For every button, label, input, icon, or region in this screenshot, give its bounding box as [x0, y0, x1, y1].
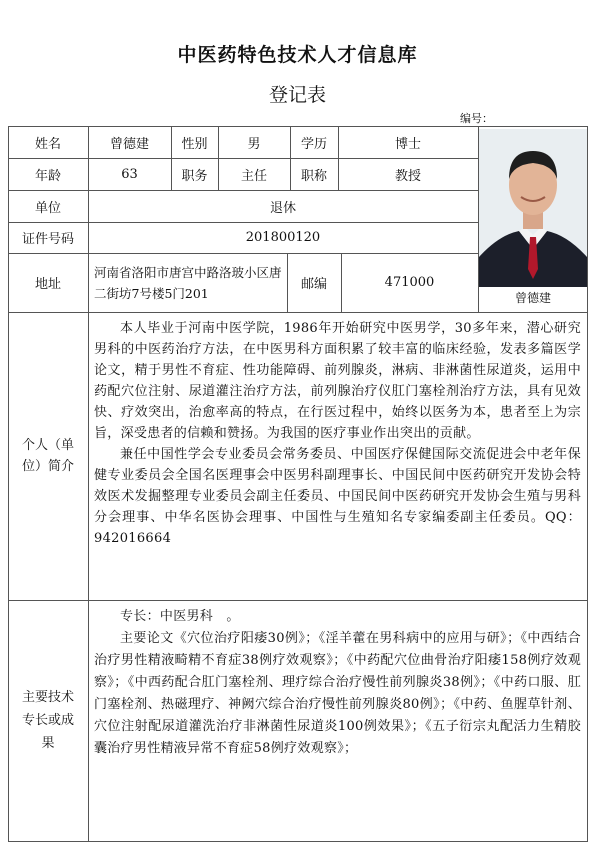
label-intro: 个人（单位）简介	[21, 438, 74, 474]
serial-number-label: 编号：	[460, 112, 493, 125]
label-position: 职务	[181, 168, 208, 184]
label-expertise: 主要技术专长或成果	[22, 690, 75, 751]
label-address: 地址	[34, 277, 61, 292]
value-name: 曾德建	[109, 136, 149, 152]
intro-paragraph: 本人毕业于河南中医学院，1986年开始研究中医男学，30多年来，潜心研究男科的中医药治疗方法，在中医男科方面积累了较丰富的临床经验，发表多篇医学论文，精于男性不育症、性功能障碍、前列腺炎，淋病、非淋菌性尿道炎，运用中药配穴位注射、尿道灌注治疗方法，前列腺治疗仪肛门塞栓剂治疗方法，具有见效快、疗效突出，治愈率高的特点，在行医过程中，始终以医务为本，患者至上为宗旨，深受患者的信赖和赞扬。为我国的医疗事业作出突出的贡献。	[94, 321, 581, 441]
label-education: 学历	[300, 136, 327, 152]
expertise-text	[94, 606, 581, 760]
value-education: 博士	[394, 136, 421, 152]
value-id-number: 201800120	[245, 230, 321, 245]
label-gender: 性别	[181, 136, 208, 152]
value-age: 63	[121, 166, 138, 182]
page-title: 中医药特色技术人才信息库	[177, 44, 418, 66]
portrait-image	[479, 129, 587, 287]
expertise-paragraph: 主要论文《穴位治疗阳痿30例》；《淫羊藿在男科病中的应用与研》；《中西结合治疗男性精液畸精不育症38例疗效观察》；《中药配穴位曲骨治疗阳痿158例疗效观察》；《中西药配合肛门塞栓剂、理疗综合治疗慢性前列腺炎38例》；《中药口服、肛门塞栓剂、热磁理疗、神阙穴综合治疗慢性前列腺炎80例》；《中药、鱼腥草针剂、穴位注射配尿道灌洗治疗非淋菌性尿道炎100例效果》；《五子衍宗丸配活力生精胶囊治疗男性精液异常不育症58例疗效观察》；	[94, 631, 581, 756]
value-unit: 退休	[269, 200, 296, 216]
value-postcode: 471000	[384, 275, 435, 290]
photo-caption: 曾德建	[514, 291, 551, 305]
page-subtitle: 登记表	[268, 84, 326, 106]
label-name: 姓名	[34, 136, 61, 152]
label-age: 年龄	[34, 168, 61, 184]
value-gender: 男	[247, 136, 261, 152]
label-unit: 单位	[34, 200, 61, 216]
value-address: 河南省洛阳市唐宫中路洛玻小区唐二街坊7号楼5门201	[94, 264, 282, 301]
intro-paragraph: 兼任中国性学会专业委员会常务委员、中国医疗保健国际交流促进会中老年保健专业委员会全国名医理事会中医男科副理事长、中国民间中医药研究开发协会特效医术发掘整理专业委员会副主任委员、中国民间中医药研究开发协会生殖与男科分会理事、中华名医协会理事、中国性与生殖知名专家编委副主任委员。QQ：942016664	[94, 447, 581, 546]
value-title: 教授	[394, 168, 421, 184]
portrait-photo	[479, 129, 587, 287]
label-postcode: 邮编	[300, 277, 327, 292]
value-position: 主任	[240, 168, 267, 184]
label-title: 职称	[300, 168, 327, 184]
registration-form	[8, 126, 588, 842]
intro-text	[94, 318, 581, 549]
label-id-number: 证件号码	[21, 232, 74, 247]
expertise-paragraph: 专长：中医男科 。	[120, 609, 240, 624]
